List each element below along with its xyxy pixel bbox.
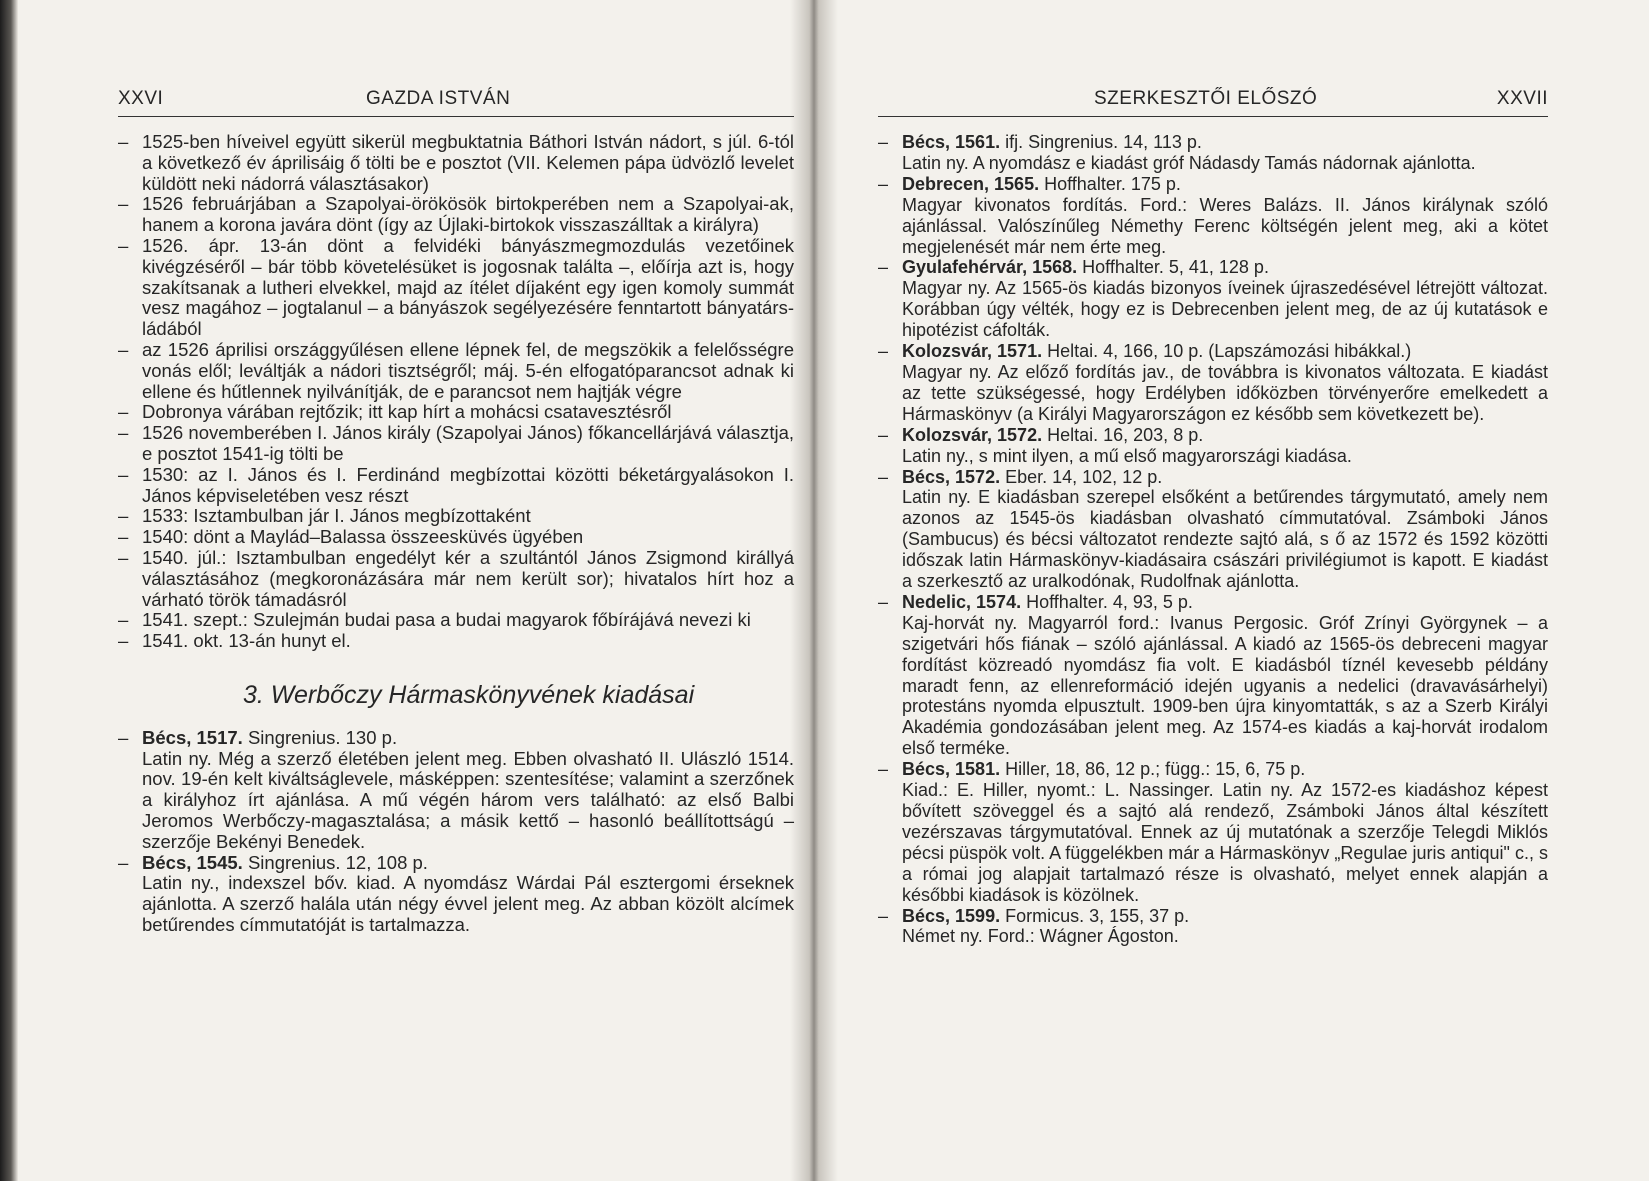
edition-note: Latin ny., s mint ilyen, a mű első magyarországi kiadása. <box>902 445 1352 466</box>
dash: – <box>118 131 129 152</box>
timeline-item <box>118 548 794 610</box>
edition-place: Bécs, 1572. <box>902 466 1001 487</box>
edition-note: Latin ny. Még a szerző életében jelent meg. Ebben olvasható II. Ulászló 1514. nov. 19-én kelt kiváltságlevele, másképpen: szentesítése; valamint a szerzőnek a királyhoz írt ajánlása. A mű végén három vers található: az első Balbi Jeromos Werbőczy-magasztalása; a másik kettő – hasonló beállítottságú – szerzője Bekényi Benedek. <box>142 747 794 852</box>
edition-details: Heltai. 4, 166, 10 p. (Lapszámozási hibákkal.) <box>1047 341 1412 362</box>
edition-place: Bécs, 1561. <box>902 132 1001 152</box>
timeline-item <box>118 236 794 340</box>
dash: – <box>118 546 129 568</box>
edition-details: Singrenius. 130 p. <box>247 726 398 748</box>
edition-entry <box>878 592 1548 613</box>
edition-note: Magyar ny. Az előző fordítás jav., de továbbra is kivonatos változata. E kiadást az tette szükségessé, hogy Erdélyben időközben törvényerőre emelkedett a Hármaskönyv (a Királyi Magyarországon ez később sem következett be). <box>902 361 1548 424</box>
dash: – <box>878 591 889 612</box>
timeline-text: az 1526 áprilisi országgyűlésen ellene lépnek fel, de megszökik a felelősségre vonás elől; leváltják a nádori tisztségről; máj. 5-én elfogatóparancsot adnak ki ellene és hűtlennek nyilvánítják, de e parancsot nem hajtják végre <box>142 338 794 402</box>
dash: – <box>118 338 129 360</box>
edition-entry <box>878 257 1548 278</box>
timeline-item <box>118 423 794 465</box>
page-number: XXVI <box>118 88 164 109</box>
dash: – <box>118 726 129 748</box>
dash: – <box>118 505 129 527</box>
left-page-body <box>118 132 794 936</box>
edition-details: Hoffhalter. 175 p. <box>1044 173 1181 194</box>
dash: – <box>118 851 129 873</box>
edition-note: Latin ny. A nyomdász e kiadást gróf Nádasdy Tamás nádornak ajánlotta. <box>902 152 1476 173</box>
edition-place: Gyulafehérvár, 1568. <box>902 257 1078 278</box>
timeline-text: 1526 novemberében I. János király (Szapolyai János) főkancellárjává választja, e posztot 1541-ig tölti be <box>142 422 794 464</box>
dash: – <box>118 463 129 485</box>
page-number: XXVII <box>1496 88 1548 109</box>
edition-note: Latin ny., indexszel bőv. kiad. A nyomdász Wárdai Pál esztergomi érseknek ajánlotta. A szerző halála után négy évvel jelent meg. Az abban közölt alcímek betűrendes címmutatóját is tartalmazza. <box>142 872 794 935</box>
timeline-item <box>118 631 794 652</box>
dash: – <box>878 132 889 152</box>
timeline-text: 1530: az I. János és I. Ferdinánd megbízottai közötti béketárgyalásokon I. János képviseletében vesz részt <box>142 463 794 506</box>
edition-place: Kolozsvár, 1571. <box>902 341 1043 362</box>
timeline-item <box>118 194 794 236</box>
dash: – <box>118 630 129 652</box>
edition-details: Formicus. 3, 155, 37 p. <box>1005 905 1190 926</box>
dash: – <box>878 905 889 926</box>
edition-details: Hoffhalter. 5, 41, 128 p. <box>1082 257 1269 278</box>
left-page <box>118 0 794 1181</box>
edition-place: Bécs, 1599. <box>902 905 1001 926</box>
edition-note: Latin ny. E kiadásban szerepel elsőként a betűrendes tárgymutató, amely nem azonos az 1545-ös kiadásban olvasható címmutatóval. Zsámboki János (Sambucus) és bécsi változatot rendezte sajtó alá, s ő az 1572 és 1592 közötti időszak latin Hármaskönyv-kiadásaira császári privilégiumot is kapott. E kiadást a szerkesztő az uralkodónak, Rudolfnak ajánlotta. <box>902 487 1548 592</box>
edition-place: Kolozsvár, 1572. <box>902 424 1043 445</box>
edition-details: Hiller, 18, 86, 12 p.; függ.: 15, 6, 75 p. <box>1005 759 1306 780</box>
running-head: GAZDA ISTVÁN <box>366 88 511 109</box>
edition-note: Magyar ny. Az 1565-ös kiadás bizonyos íveinek újraszedésével létrejött változat. Korábban úgy vélték, hogy ez is Debrecenben jelent meg, de az új kutatások e hipotézist cáfolták. <box>902 278 1548 341</box>
right-page <box>878 0 1548 1181</box>
section-title: 3. Werbőczy Hármaskönyvének kiadásai <box>243 680 695 709</box>
timeline-text: 1541. szept.: Szulejmán budai pasa a budai magyarok főbírájává nevezi ki <box>142 609 751 631</box>
timeline-item <box>118 340 794 402</box>
dash: – <box>878 173 889 194</box>
timeline-text: 1525-ben híveivel együtt sikerül megbuktatnia Báthori István nádort, s júl. 6-tól a következő év áprilisáig ő tölti be e posztot (VII. Kelemen pápa üdvözlő levelet küldött neki nádorrá választásakor) <box>142 131 794 194</box>
edition-place: Bécs, 1581. <box>902 759 1001 780</box>
dash: – <box>878 466 889 487</box>
edition-entry <box>878 132 1548 153</box>
timeline-text: 1540. júl.: Isztambulban engedélyt kér a szultántól János Zsigmond királlyá választásához (megkoronázására már nem került sor); hivatalos hírt hoz a várható török támadásról <box>142 546 794 610</box>
dash: – <box>118 193 129 215</box>
edition-entry <box>878 467 1548 488</box>
edition-details: Eber. 14, 102, 12 p. <box>1005 466 1163 487</box>
timeline-text: 1540: dönt a Maylád–Balassa összeesküvés ügyében <box>142 526 584 548</box>
book-gutter <box>790 0 838 1181</box>
edition-place: Bécs, 1517. <box>142 726 243 748</box>
dash: – <box>118 609 129 631</box>
dash: – <box>878 341 889 362</box>
edition-note: Kaj-horvát ny. Magyarról ford.: Ivanus Pergosic. Gróf Zrínyi Györgynek – a szigetvári hős fiának – szóló ajánlással. A kiadó az 1565-ös debreceni magyar fordítást közreadó nyomdász fia volt. E kiadásból tíznél kevesebb példány maradt fenn, az ellenreformáció idején ugyanis a nedelici (dravavásárhelyi) protestáns nyomda elpusztult. 1909-ben újra kinyomtatták, s az a Szerb Királyi Akadémia gondozásában jelent meg. Az 1574-es kiadás a kaj-horvát irodalom első terméke. <box>902 612 1548 759</box>
dash: – <box>878 759 889 780</box>
left-page-header <box>118 88 794 117</box>
edition-note: Magyar kivonatos fordítás. Ford.: Weres Balázs. II. János királynak szóló ajánlással. Valószínűleg Némethy Ferenc költségén jelent meg, aki a kötet megjelenését már nem érte meg. <box>902 194 1548 257</box>
edition-details: Heltai. 16, 203, 8 p. <box>1047 424 1204 445</box>
edition-place: Bécs, 1545. <box>142 851 243 873</box>
timeline-item <box>118 610 794 631</box>
edition-entry <box>878 425 1548 446</box>
timeline-text: 1526. ápr. 13-án dönt a felvidéki bányászmegmozdulás vezetőinek kivégzéséről – bár több követelésüket is jogosnak találta –, előírja azt is, hogy szakítsanak a lutheri elvekkel, majd az ítélet díjaként egy igen komoly summát vesz magához – jogtalanul – a bányászok segélyezésére fenntartott bányatárs-ládából <box>142 234 794 340</box>
edition-entry <box>878 341 1548 362</box>
book-edge-shadow <box>0 0 18 1181</box>
timeline-item <box>118 465 794 507</box>
right-page-header <box>878 88 1548 117</box>
dash: – <box>118 234 129 256</box>
timeline-text: Dobronya várában rejtőzik; itt kap hírt a mohácsi csatavesztésről <box>142 401 672 423</box>
dash: – <box>118 422 129 444</box>
edition-entry <box>878 759 1548 780</box>
edition-details: Singrenius. 12, 108 p. <box>247 851 428 873</box>
timeline-item <box>118 402 794 423</box>
edition-entry <box>118 853 794 874</box>
dash: – <box>878 424 889 445</box>
right-page-body <box>878 132 1548 947</box>
edition-entry <box>878 906 1548 927</box>
timeline-text: 1541. okt. 13-án hunyt el. <box>142 630 351 652</box>
timeline-text: 1533: Isztambulban jár I. János megbízottaként <box>142 505 531 527</box>
edition-details: ifj. Singrenius. 14, 113 p. <box>1005 132 1202 152</box>
running-head: SZERKESZTŐI ELŐSZÓ <box>1094 88 1318 109</box>
timeline-item <box>118 527 794 548</box>
edition-note: Német ny. Ford.: Wágner Ágoston. <box>902 926 1179 947</box>
timeline-item <box>118 132 794 194</box>
edition-place: Debrecen, 1565. <box>902 173 1040 194</box>
dash: – <box>118 401 129 423</box>
edition-entry <box>878 174 1548 195</box>
dash: – <box>118 526 129 548</box>
timeline-item <box>118 506 794 527</box>
timeline-text: 1526 februárjában a Szapolyai-örökösök birtokperében nem a Szapolyai-ak, hanem a korona javára dönt (így az Újlaki-birtokok visszaszálltak a királyra) <box>142 193 794 236</box>
edition-details: Hoffhalter. 4, 93, 5 p. <box>1026 591 1193 612</box>
edition-entry <box>118 728 794 749</box>
dash: – <box>878 257 889 278</box>
edition-note: Kiad.: E. Hiller, nyomt.: L. Nassinger. Latin ny. Az 1572-es kiadáshoz képest bővített szöveggel és a sajtó alá rendező, Zsámboki János által készített vezérszavas tárgymutatóval. Ennek az új mutatónak a szerzője Telegdi Miklós pécsi püspök volt. A függelékben már a Hármaskönyv „Regulae juris antiqui" c., s a római jog alapjait tartalmazó része is olvasható, melyet ennek alapján a későbbi kiadások is közölnek. <box>902 780 1548 905</box>
edition-place: Nedelic, 1574. <box>902 591 1022 612</box>
